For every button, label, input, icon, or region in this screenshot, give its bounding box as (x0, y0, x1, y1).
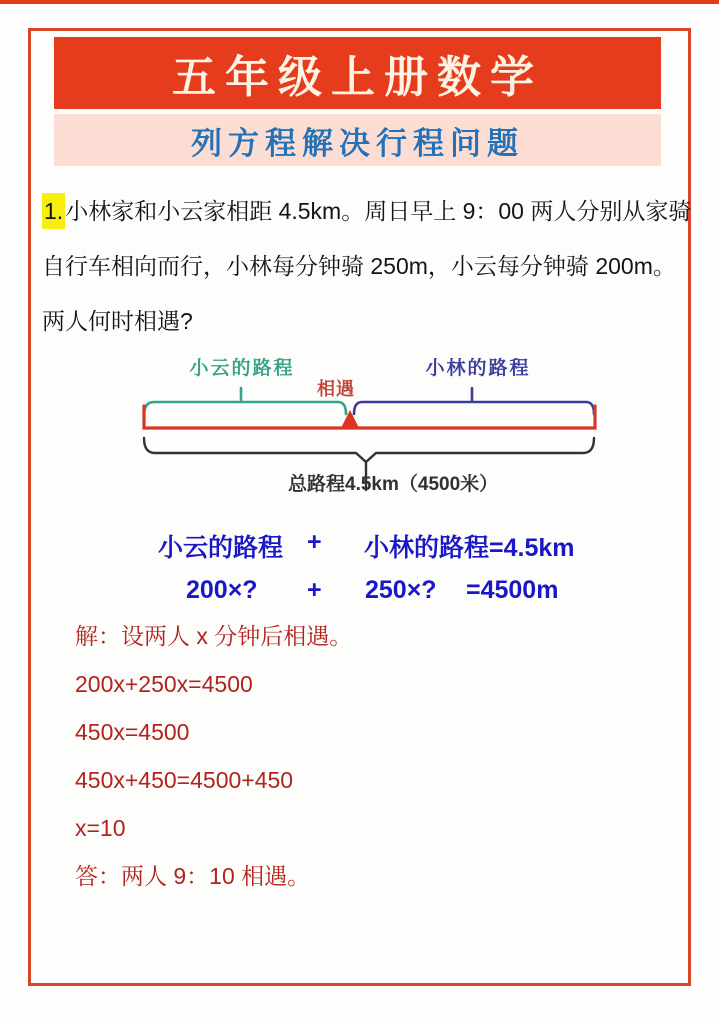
xiaolin-distance-label: 小林的路程 (425, 358, 531, 379)
solution-answer: 答：两人 9：10 相遇。 (75, 863, 311, 889)
solution-step-transform: 450x+450=4500+450 (75, 767, 294, 793)
equation-row1-term-a: 小云的路程 (158, 534, 284, 562)
solution-step-setup: 解：设两人 x 分钟后相遇。 (75, 623, 353, 649)
line-segment-diagram (140, 350, 600, 518)
header-banner (54, 37, 661, 109)
problem-statement (42, 184, 692, 349)
meeting-point-triangle-icon (341, 410, 359, 428)
xiaoyun-distance-label: 小云的路程 (189, 358, 295, 379)
top-edge-strip (0, 0, 719, 4)
problem-number-highlight: 1. (42, 193, 65, 229)
solution-step-equation: 200x+250x=4500 (75, 671, 253, 697)
meeting-point-label: 相遇 (317, 379, 355, 399)
page-title: 五年级上册数学 (172, 53, 543, 102)
problem-line-1-text: 小林家和小云家相距 4.5km。周日早上 9：00 两人分别从家骑 (65, 198, 692, 224)
solution-block (75, 612, 635, 900)
equation-row2-plus-sign: + (307, 576, 322, 604)
page-subtitle: 列方程解决行程问题 (191, 125, 524, 161)
problem-line-3: 两人何时相遇? (42, 308, 193, 334)
equation-row1-term-b: 小林的路程=4.5km (364, 534, 575, 562)
equation-row2-term-b: 250×? (365, 576, 437, 604)
problem-line-1 (42, 184, 692, 239)
subtitle-banner (54, 114, 661, 166)
problem-line-2: 自行车相向而行，小林每分钟骑 250m，小云每分钟骑 200m。 (42, 253, 676, 279)
equation-row1-plus-sign: + (307, 528, 322, 556)
solution-step-result: x=10 (75, 815, 126, 841)
total-distance-label: 总路程4.5km（4500米） (288, 474, 499, 495)
total-distance-line (144, 406, 595, 428)
equation-row2-term-a: 200×? (186, 576, 258, 604)
xiaolin-brace-icon (354, 388, 594, 414)
equation-row2-result: =4500m (466, 576, 559, 604)
solution-step-combine: 450x=4500 (75, 719, 190, 745)
